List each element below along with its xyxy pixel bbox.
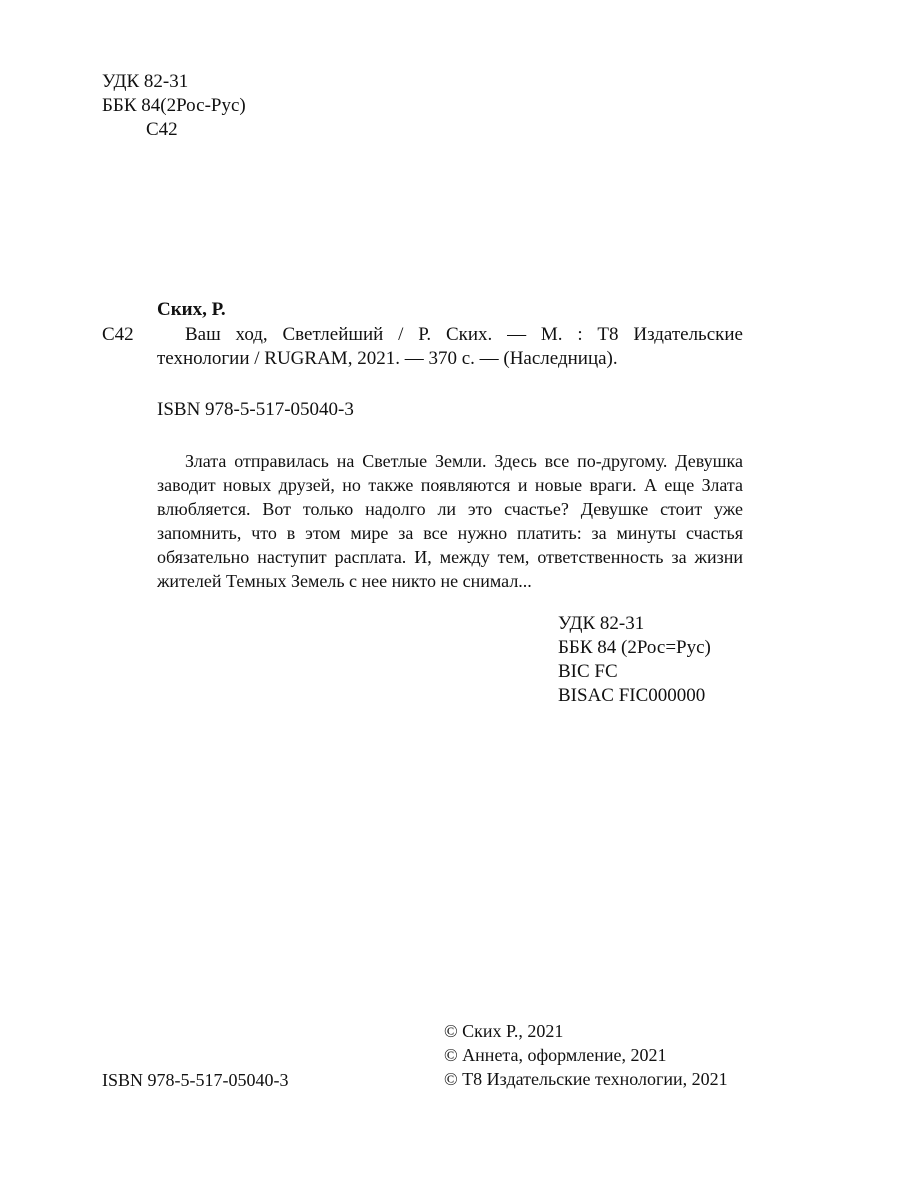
copyright-line: © Т8 Издательские технологии, 2021	[444, 1069, 728, 1089]
udk-code: УДК 82-31	[558, 613, 645, 634]
udk-code: УДК 82-31	[102, 71, 189, 92]
bisac-code: BISAC FIC000000	[558, 685, 706, 706]
card-cutter-code: С42	[102, 324, 134, 345]
bbk-code: ББК 84 (2Рос=Рус)	[558, 637, 711, 658]
bottom-classification-block	[558, 612, 711, 708]
top-classification-block	[102, 70, 246, 142]
cutter-code: С42	[146, 119, 178, 140]
biblio-line: Ваш ход, Светлейший / Р. Ских. — М. : Т8 Издательские	[185, 324, 743, 345]
card-isbn: ISBN 978-5-517-05040-3	[157, 399, 354, 420]
copyright-line: © Ских Р., 2021	[444, 1021, 564, 1041]
biblio-line: технологии / RUGRAM, 2021. — 370 с. — (Наследница).	[157, 348, 618, 369]
bibliographic-description	[157, 323, 743, 371]
bbk-code: ББК 84(2Рос-Рус)	[102, 95, 246, 116]
annotation-text: Злата отправилась на Светлые Земли. Здесь все по-другому. Девушка заводит новых друзей, но также появляются и новые враги. А еще Злата влюбляется. Вот только надолго ли это счастье? Девушке стоит уже запомнить, что в этом мире за все нужно платить: за минуты счастья обязательно наступит расплата. И, между тем, ответственность за жизни жителей Темных Земель с нее никто не снимал...	[157, 451, 743, 591]
copyright-line: © Аннета, оформление, 2021	[444, 1045, 667, 1065]
author-heading: Ских, Р.	[157, 299, 226, 320]
annotation	[157, 449, 743, 593]
copyright-block	[444, 1019, 728, 1091]
bic-code: BIC FC	[558, 661, 618, 682]
footer-isbn: ISBN 978-5-517-05040-3	[102, 1070, 289, 1090]
